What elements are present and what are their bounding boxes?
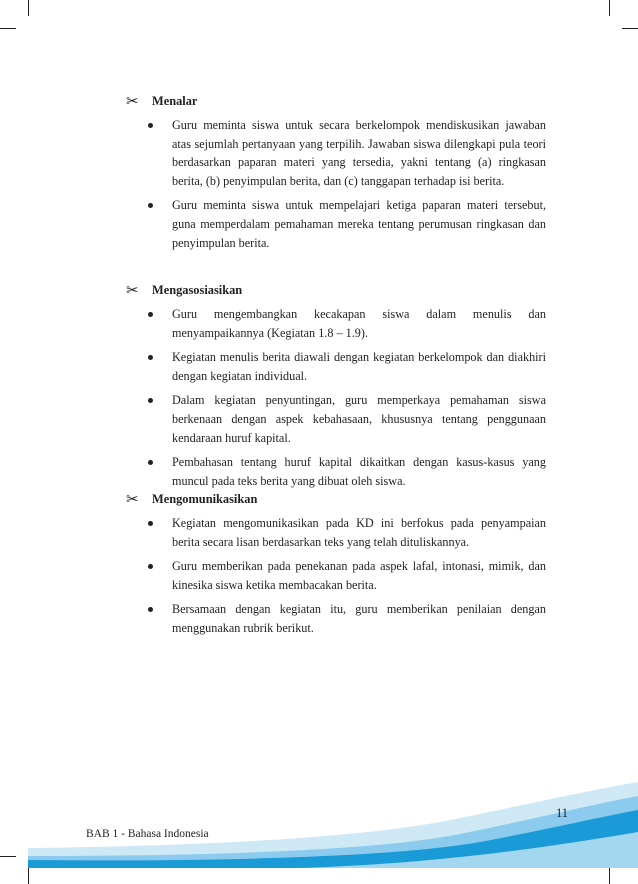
- bullet-list: [126, 305, 546, 490]
- scissors-icon: ✂: [126, 91, 139, 110]
- section-title: Menalar: [152, 93, 198, 108]
- list-item: [126, 600, 546, 637]
- bullet-icon: [148, 203, 153, 208]
- list-item-text: Pembahasan tentang huruf kapital dikaitkan dengan kasus-kasus yang muncul pada teks berita yang dibuat oleh siswa.: [172, 455, 546, 488]
- bullet-icon: [148, 460, 153, 465]
- section-heading: [126, 490, 546, 508]
- section-mengomunikasikan: [126, 490, 546, 644]
- list-item: [126, 514, 546, 551]
- list-item: [126, 391, 546, 447]
- section-menalar: [126, 92, 546, 258]
- page-number: 11: [555, 806, 568, 820]
- list-item: [126, 196, 546, 252]
- bullet-icon: [148, 123, 153, 128]
- section-mengasosiasikan: [126, 281, 546, 496]
- list-item-text: Bersamaan dengan kegiatan itu, guru memberikan penilaian dengan menggunakan rubrik berikut.: [172, 602, 546, 635]
- bullet-icon: [148, 312, 153, 317]
- list-item-text: Dalam kegiatan penyuntingan, guru memperkaya pemahaman siswa berkenaan dengan aspek kebahasaan, khususnya tentang penggunaan kendaraan huruf kapital.: [172, 393, 546, 445]
- list-item-text: Guru meminta siswa untuk secara berkelompok mendiskusikan jawaban atas sejumlah pertanyaan yang terpilih. Jawaban siswa dilengkapi pula teori berdasarkan paparan materi yang tersedia, yakni tentang (a) ringkasan berita, (b) penyimpulan berita, dan (c) tanggapan terhadap isi berita.: [172, 118, 546, 188]
- list-item: [126, 453, 546, 490]
- footer-chapter-label: BAB 1 - Bahasa Indonesia: [86, 828, 209, 840]
- section-heading: [126, 92, 546, 110]
- bullet-list: [126, 514, 546, 638]
- list-item-text: Kegiatan menulis berita diawali dengan kegiatan berkelompok dan diakhiri dengan kegiatan individual.: [172, 350, 546, 383]
- section-heading: [126, 281, 546, 299]
- scissors-icon: ✂: [126, 489, 139, 508]
- bullet-icon: [148, 355, 153, 360]
- list-item: [126, 305, 546, 342]
- section-title: Mengasosiasikan: [152, 282, 243, 297]
- bullet-icon: [148, 564, 153, 569]
- list-item-text: Kegiatan mengomunikasikan pada KD ini berfokus pada penyampaian berita secara lisan berdasarkan teks yang telah dituliskannya.: [172, 516, 546, 549]
- list-item-text: Guru meminta siswa untuk mempelajari ketiga paparan materi tersebut, guna memperdalam pemahaman mereka tentang perumusan ringkasan dan penyimpulan berita.: [172, 198, 546, 250]
- bullet-icon: [148, 607, 153, 612]
- list-item: [126, 348, 546, 385]
- bullet-icon: [148, 521, 153, 526]
- section-title: Mengomunikasikan: [152, 491, 258, 506]
- list-item: [126, 557, 546, 594]
- list-item-text: Guru mengembangkan kecakapan siswa dalam menulis dan menyampaikannya (Kegiatan 1.8 – 1.9).: [172, 307, 546, 340]
- bullet-icon: [148, 398, 153, 403]
- scissors-icon: ✂: [126, 280, 139, 299]
- bullet-list: [126, 116, 546, 252]
- list-item: [126, 116, 546, 190]
- list-item-text: Guru memberikan pada penekanan pada aspek lafal, intonasi, mimik, dan kinesika siswa ketika membacakan berita.: [172, 559, 546, 592]
